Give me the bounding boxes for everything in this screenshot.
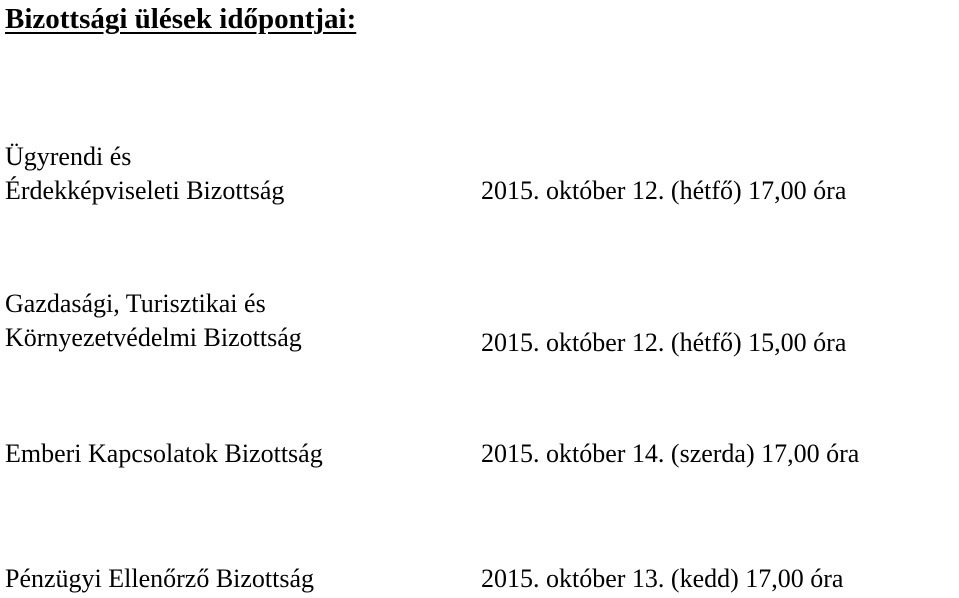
committee-name	[5, 287, 302, 355]
meeting-date: 2015. október 12. (hétfő) 15,00 óra	[481, 328, 847, 357]
committee-name-line: Környezetvédelmi Bizottság	[5, 323, 302, 352]
meeting-date: 2015. október 14. (szerda) 17,00 óra	[481, 439, 860, 468]
committee-name-line: Érdekképviseleti Bizottság	[5, 176, 285, 205]
committee-name	[5, 562, 314, 596]
meeting-date: 2015. október 12. (hétfő) 17,00 óra	[481, 176, 847, 205]
committee-name-line: Gazdasági, Turisztikai és	[5, 289, 266, 318]
page-title: Bizottsági ülések időpontjai:	[5, 3, 357, 35]
meeting-date: 2015. október 13. (kedd) 17,00 óra	[481, 564, 844, 593]
committee-name-line: Emberi Kapcsolatok Bizottság	[5, 439, 323, 468]
committee-name-line: Pénzügyi Ellenőrző Bizottság	[5, 564, 315, 593]
committee-name-line: Ügyrendi és	[5, 142, 132, 171]
committee-name	[5, 437, 323, 471]
committee-name	[5, 140, 284, 208]
